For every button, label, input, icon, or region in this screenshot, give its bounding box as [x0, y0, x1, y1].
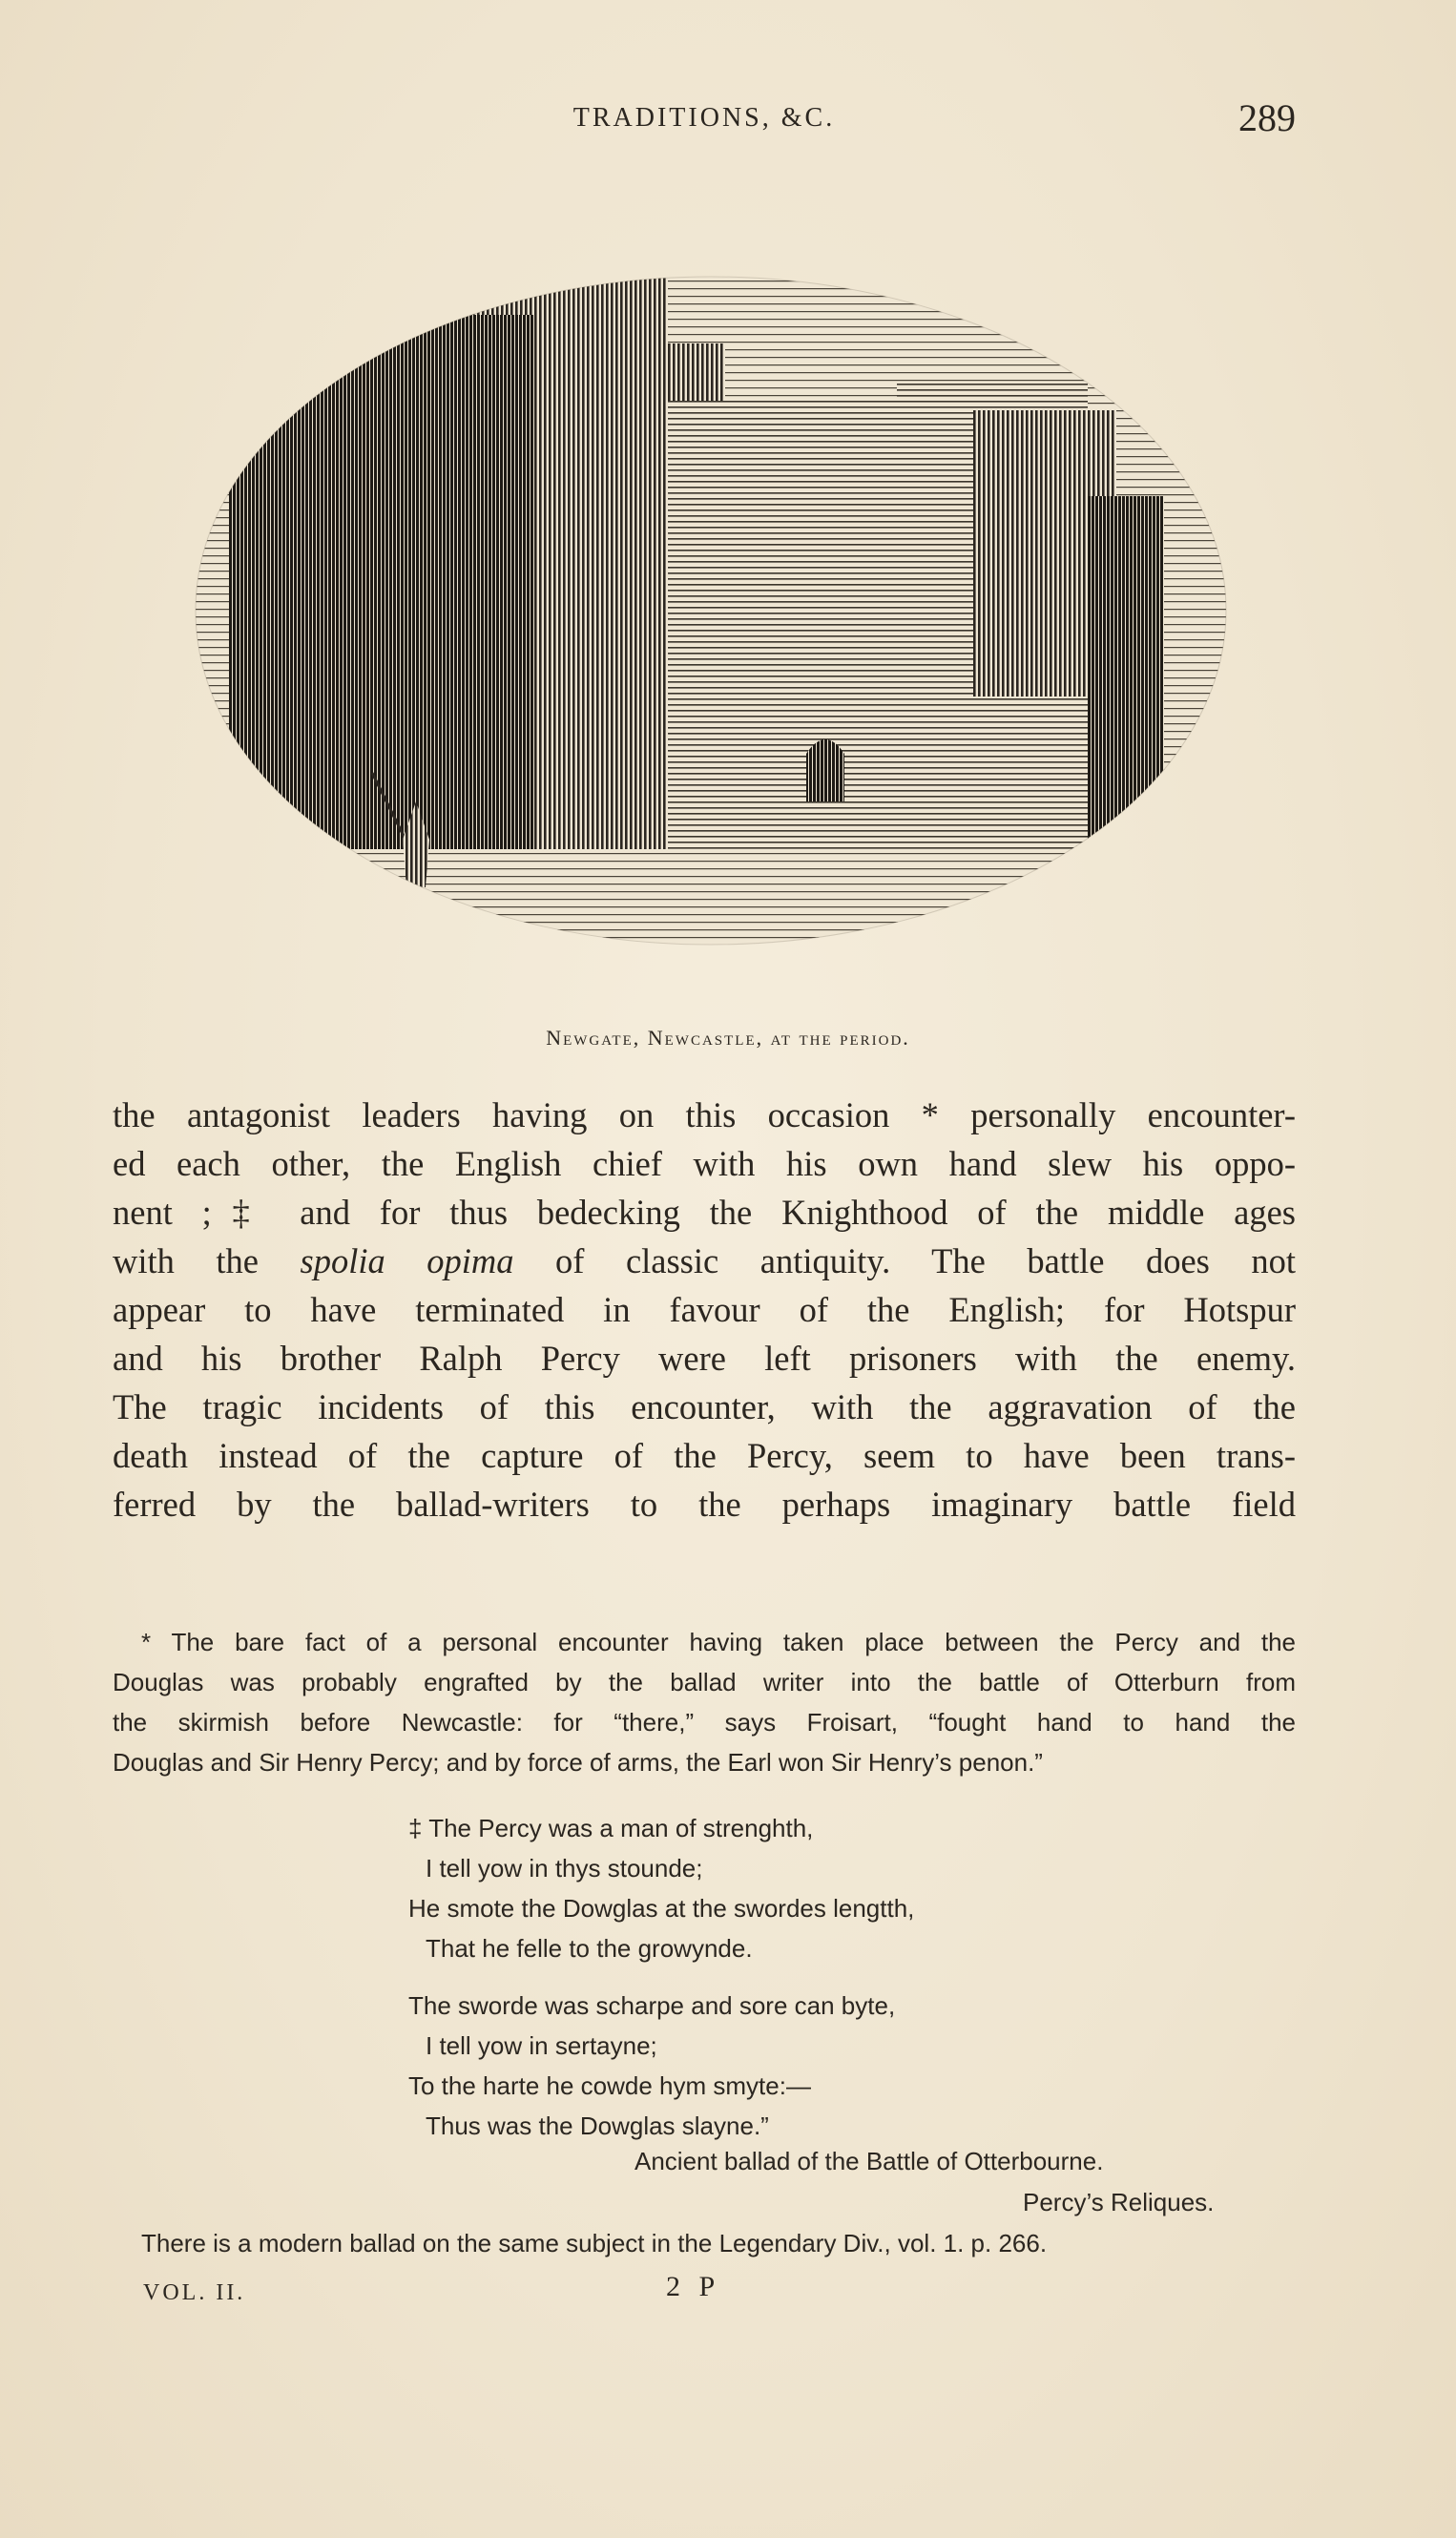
verse-line: The sworde was scharpe and sore can byte, [408, 1991, 896, 2020]
newgate-engraving-illustration [191, 258, 1231, 983]
verse-line: To the harte he cowde hym smyte:— [408, 2071, 811, 2100]
body-line: appear to have terminated in favour of the English; for Hotspur [113, 1290, 1296, 1329]
body-line [113, 1237, 1296, 1285]
modern-ballad-note: There is a modern ballad on the same subject in the Legendary Div., vol. 1. p. 266. [141, 2229, 1048, 2257]
page-header [113, 95, 1296, 153]
footnote-line: Douglas was probably engrafted by the ballad writer into the battle of Otterburn from [113, 1668, 1296, 1696]
attribution-ballad: Ancient ballad of the Battle of Otterbourne. [634, 2147, 1104, 2175]
footnote-verse-2 [408, 1986, 895, 2146]
body-paragraph [113, 1091, 1296, 1529]
footnote-line: Douglas and Sir Henry Percy; and by force of arms, the Earl won Sir Henry’s penon.” [113, 1748, 1043, 1777]
signature-mark: 2 P [666, 2271, 721, 2302]
body-line: The tragic incidents of this encounter, with the aggravation of the [113, 1387, 1296, 1426]
body-line: ed each other, the English chief with his own hand slew his oppo- [113, 1144, 1296, 1183]
verse-line: I tell yow in sertayne; [426, 2031, 657, 2060]
body-line: the antagonist leaders having on this occasion * personally encounter- [113, 1095, 1296, 1134]
footnote-line: * The bare fact of a personal encounter having taken place between the Percy and the [141, 1628, 1296, 1656]
italic-phrase: spolia opima [300, 1241, 514, 1280]
volume-label: VOL. II. [143, 2280, 246, 2305]
verse-line: ‡ The Percy was a man of strenghth, [408, 1814, 814, 1842]
verse-line: Thus was the Dowglas slayne.” [426, 2112, 769, 2140]
verse-line: That he felle to the growynde. [426, 1934, 753, 1963]
body-line: death instead of the capture of the Percy, seem to have been trans- [113, 1436, 1296, 1475]
footnote-line: the skirmish before Newcastle: for “there,” says Froisart, “fought hand to hand the [113, 1708, 1296, 1737]
footnote-verse-1 [408, 1808, 914, 1968]
body-line: ferred by the ballad-writers to the perhaps imaginary battle field [113, 1485, 1296, 1524]
body-line-tail: of classic antiquity. The battle does not [513, 1241, 1297, 1280]
page-number: 289 [1238, 96, 1296, 139]
running-head: TRADITIONS, &C. [572, 103, 836, 133]
attribution-reliques: Percy’s Reliques. [1023, 2188, 1215, 2216]
body-line: nent ;‡ and for thus bedecking the Knighthood of the middle ages [113, 1193, 1296, 1232]
verse-line: He smote the Dowglas at the swordes lengtth, [408, 1894, 915, 1923]
verse-line: I tell yow in thys stounde; [426, 1854, 703, 1883]
body-line: and his brother Ralph Percy were left prisoners with the enemy. [113, 1339, 1296, 1378]
footnote-star [113, 1622, 1296, 1782]
figure-caption: Newgate, Newcastle, at the period. [546, 1026, 910, 1050]
body-line-start: with the [113, 1241, 301, 1280]
